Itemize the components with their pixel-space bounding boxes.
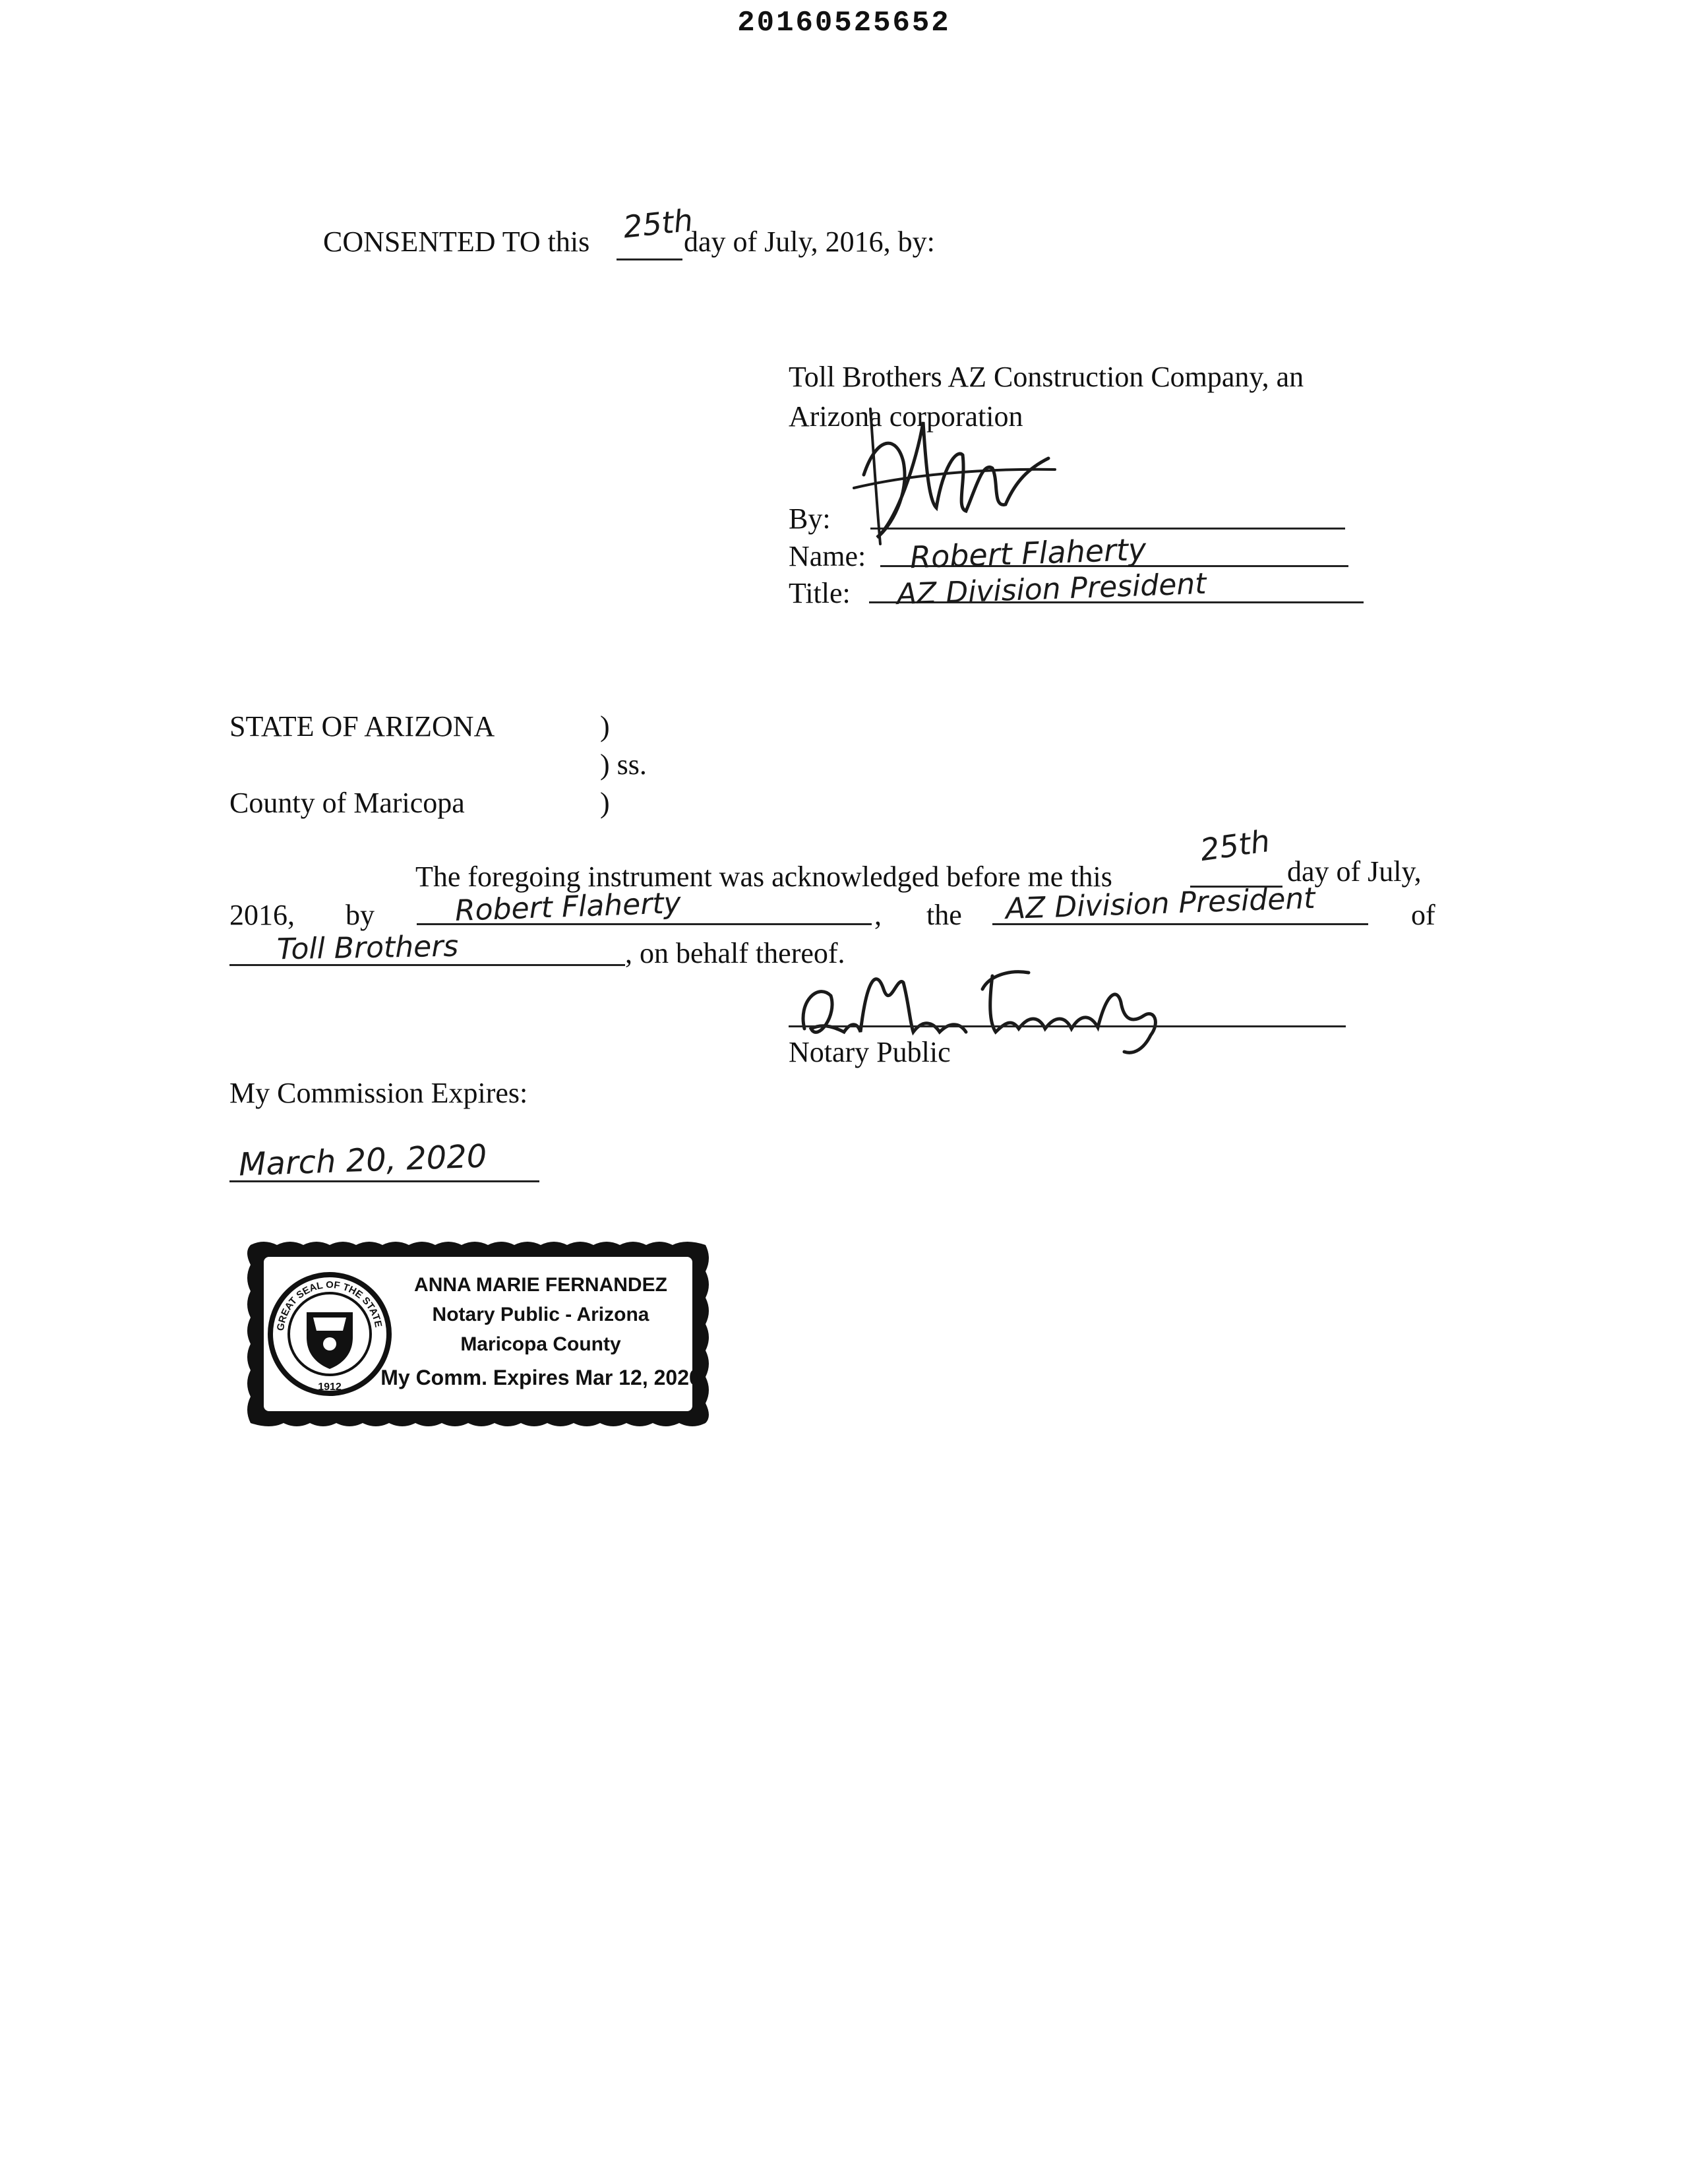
title-handwritten: AZ Division President [896, 566, 1207, 612]
stamp-line-3: Maricopa County [460, 1333, 621, 1355]
venue-paren-3: ) [600, 787, 610, 819]
title-label: Title: [789, 577, 851, 609]
company-line-2: Arizona corporation [789, 400, 1023, 433]
notary-stamp [240, 1230, 712, 1430]
ack-by: by [346, 899, 375, 931]
ack-line1-suffix: day of July, [1287, 855, 1422, 888]
consent-day-handwritten: 25th [621, 202, 695, 245]
name-label: Name: [789, 540, 866, 572]
company-signature [851, 396, 1068, 547]
document-number: 20160525652 [737, 7, 951, 40]
commission-date-handwritten: March 20, 2020 [238, 1138, 488, 1184]
commission-expires-label: My Commission Expires: [229, 1077, 528, 1109]
name-handwritten: Robert Flaherty [909, 531, 1147, 576]
seal-year: 1912 [318, 1381, 342, 1393]
consent-day-line [617, 258, 682, 260]
stamp-name: ANNA MARIE FERNANDEZ [414, 1274, 667, 1296]
ack-day-handwritten: 25th [1197, 822, 1272, 868]
seal-ring-text: GREAT SEAL OF THE STATE OF ARIZONA [240, 1230, 384, 1332]
state-label: STATE OF ARIZONA [229, 710, 495, 743]
stamp-line-2: Notary Public - Arizona [432, 1304, 649, 1325]
notary-signature-line [789, 1025, 1346, 1027]
ack-line1-prefix: The foregoing instrument was acknowledged before me this [415, 861, 1112, 893]
by-label: By: [789, 502, 831, 535]
consent-prefix: CONSENTED TO this [323, 226, 590, 258]
ack-line3-suffix: , on behalf thereof. [625, 937, 845, 969]
ack-of: of [1411, 899, 1435, 931]
ack-comma: , [874, 899, 882, 931]
ack-name-handwritten: Robert Flaherty [454, 886, 682, 928]
venue-ss: ) ss. [600, 748, 647, 781]
ack-the: the [926, 899, 962, 931]
ack-entity-handwritten: Toll Brothers [276, 929, 459, 967]
ack-year: 2016, [229, 899, 295, 931]
venue-paren-1: ) [600, 710, 610, 743]
stamp-line-4: My Comm. Expires Mar 12, 2020 [380, 1366, 701, 1389]
consent-suffix: day of July, 2016, by: [684, 226, 935, 258]
ack-title-handwritten: AZ Division President [1005, 881, 1316, 926]
notary-public-label: Notary Public [789, 1036, 951, 1068]
county-label: County of Maricopa [229, 787, 465, 819]
company-line-1: Toll Brothers AZ Construction Company, an [789, 361, 1304, 393]
